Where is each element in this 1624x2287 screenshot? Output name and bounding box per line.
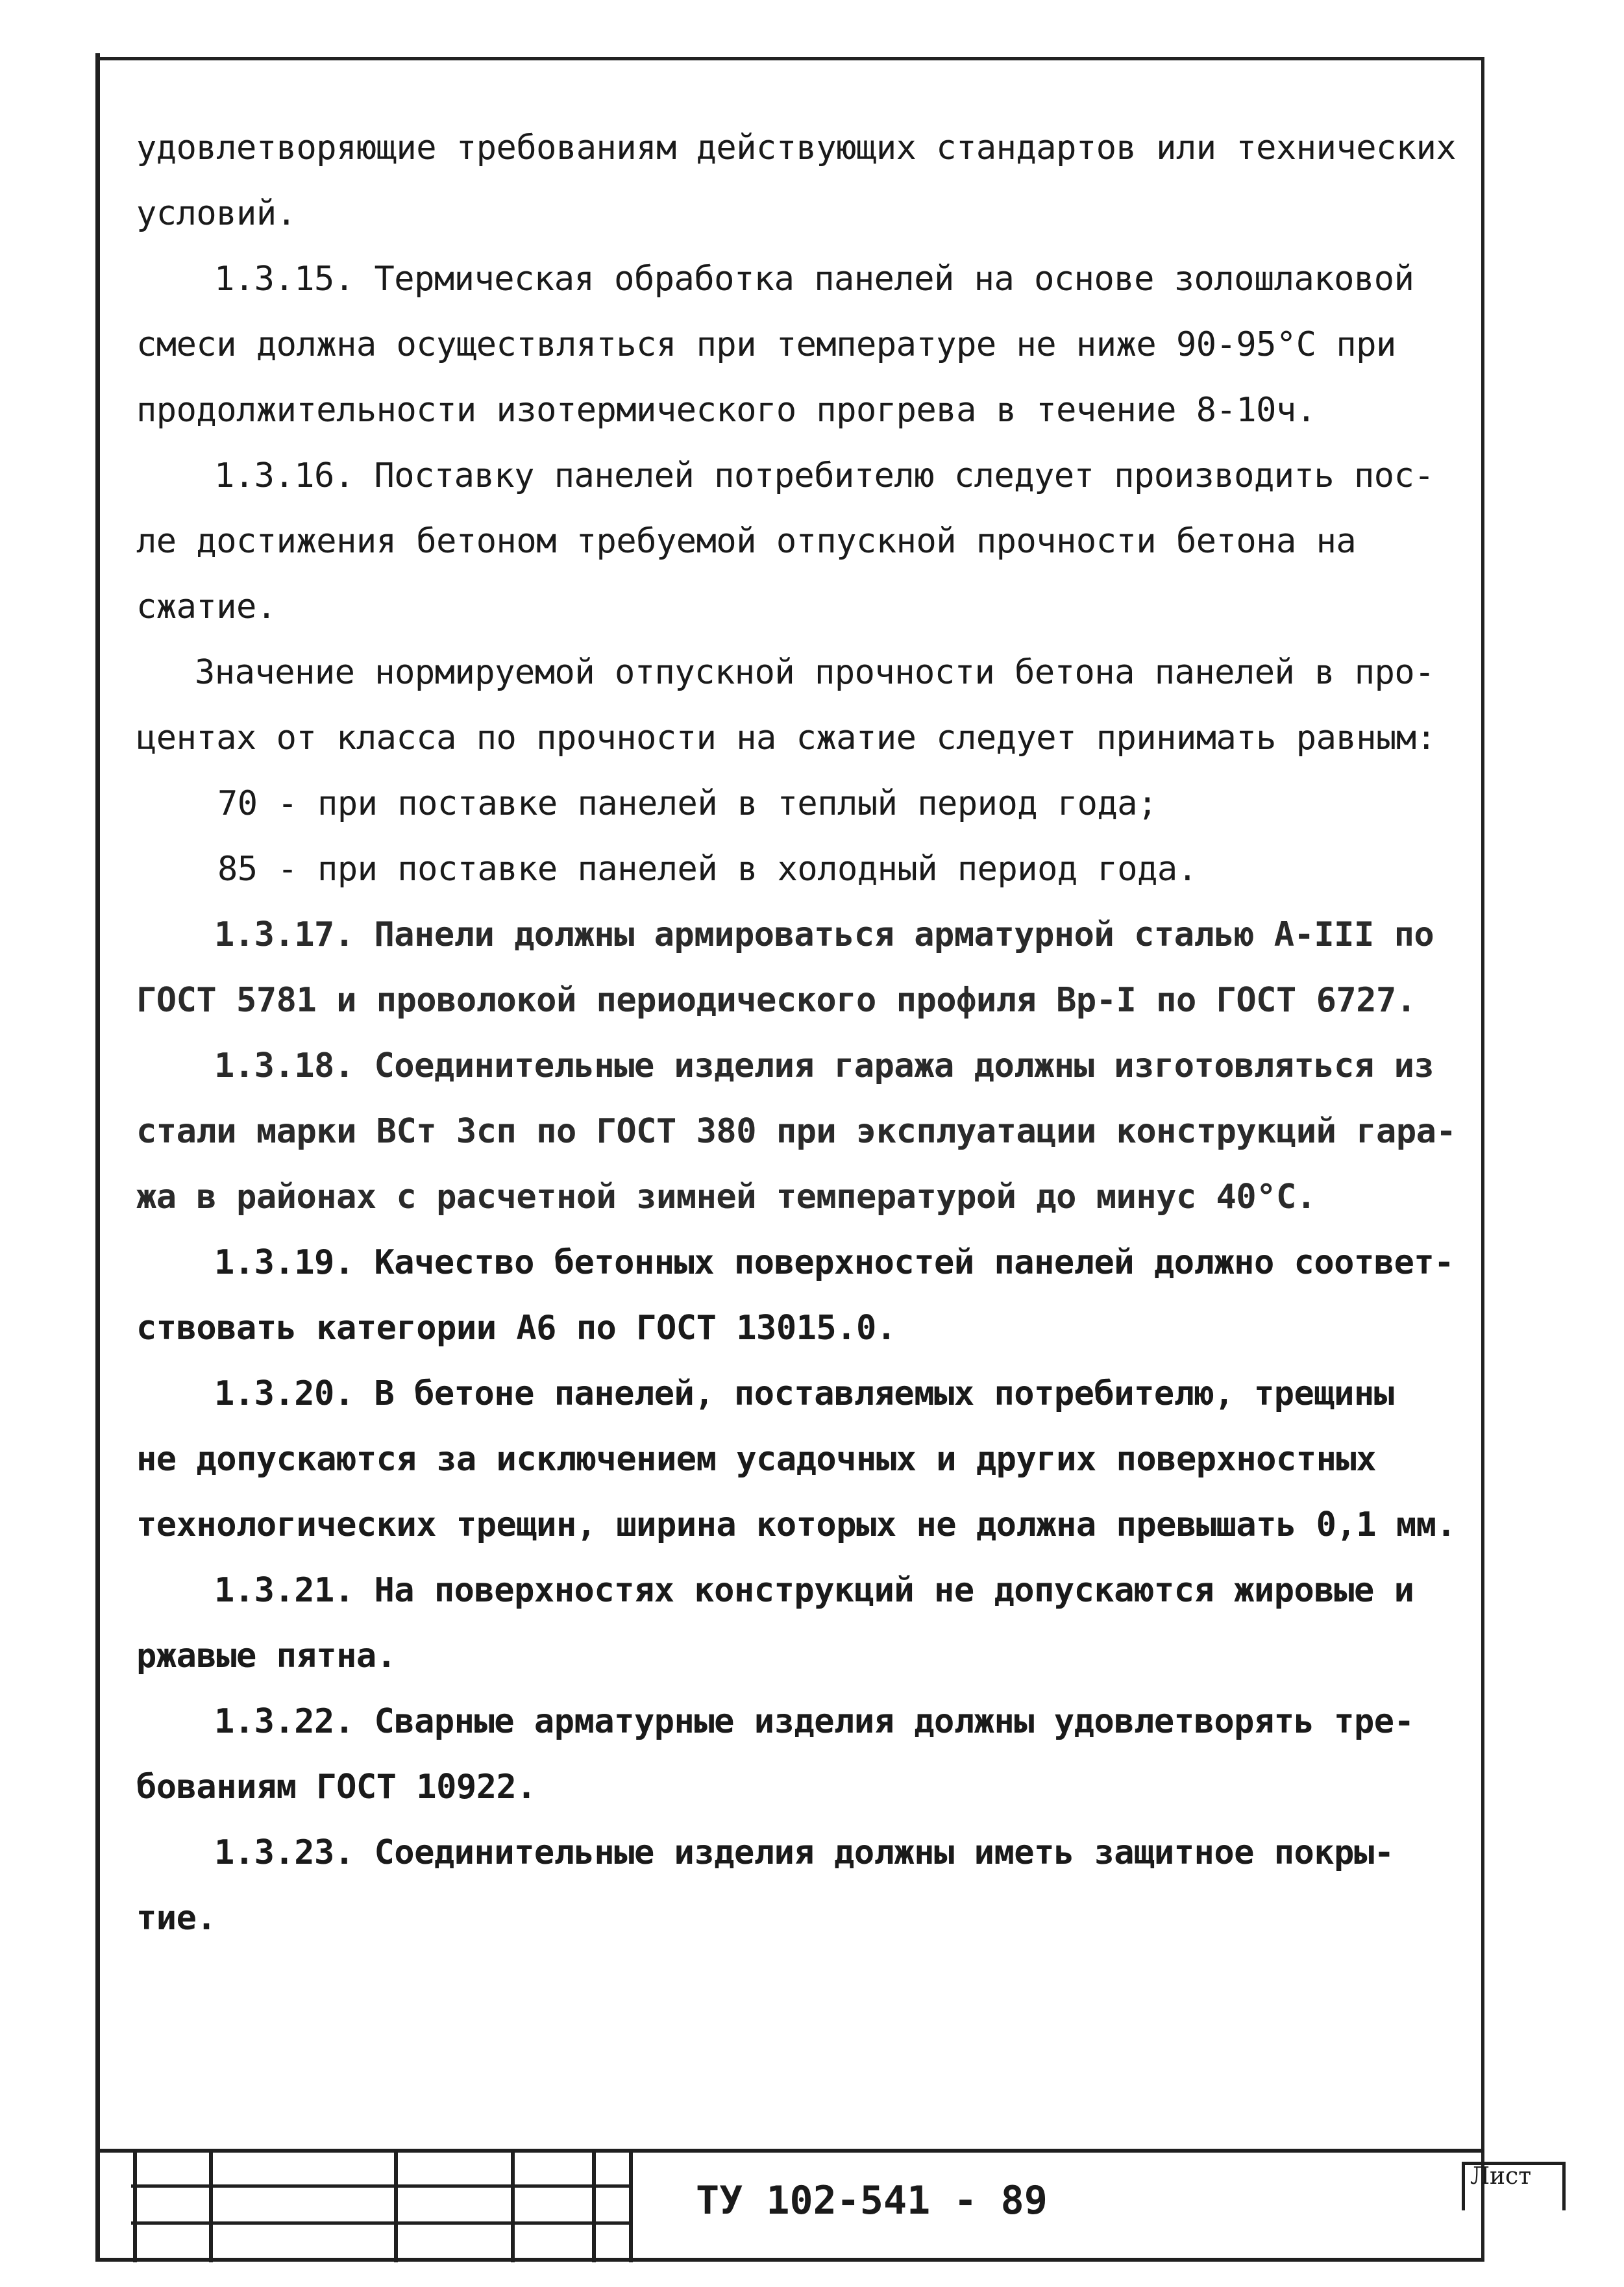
- list-item-cold-period: [136, 837, 1473, 902]
- text-line: технологических трещин, ширина которых не должна превышать 0,1 мм.: [136, 1505, 1457, 1544]
- document-body: [136, 116, 1473, 1951]
- document-code: ТУ 102-541 - 89: [696, 2178, 1048, 2223]
- clause-1-3-17: [136, 902, 1473, 1033]
- frame-top-border: [95, 57, 1484, 60]
- text-line: ле достижения бетоном требуемой отпускной прочности бетона на: [136, 522, 1357, 561]
- stamp-col-6: [629, 2149, 633, 2262]
- stamp-col-2: [209, 2149, 213, 2262]
- text-line: бованиям ГОСТ 10922.: [136, 1768, 537, 1807]
- text-line: ствовать категории А6 по ГОСТ 13015.0.: [136, 1309, 896, 1348]
- text-line: 1.3.15. Термическая обработка панелей на основе золошлаковой: [214, 260, 1414, 299]
- stamp-top-rule: [95, 2149, 1484, 2153]
- stamp-col-4: [511, 2149, 515, 2262]
- stamp-col-3: [394, 2149, 398, 2262]
- stamp-col-1: [133, 2149, 137, 2262]
- clause-1-3-18: [136, 1033, 1473, 1230]
- clause-1-3-15: [136, 247, 1473, 443]
- frame-left-border: [95, 53, 100, 2260]
- text-line: 85 - при поставке панелей в холодный период года.: [217, 850, 1198, 889]
- text-line: продолжительности изотермического прогрева в течение 8-10ч.: [136, 391, 1316, 430]
- clause-1-3-19: [136, 1230, 1473, 1361]
- text-line: 1.3.18. Соединительные изделия гаража должны изготовляться из: [214, 1046, 1434, 1085]
- clause-1-3-16: [136, 443, 1473, 640]
- text-line: 1.3.21. На поверхностях конструкций не допускаются жировые и: [214, 1571, 1414, 1610]
- text-line: ржавые пятна.: [136, 1637, 397, 1675]
- stamp-bottom-rule: [95, 2258, 1484, 2262]
- strength-value-paragraph: [136, 640, 1473, 771]
- text-line: 1.3.19. Качество бетонных поверхностей панелей должно соответ-: [214, 1243, 1455, 1282]
- sheet-label: Лист: [1470, 2163, 1532, 2190]
- text-line: условий.: [136, 194, 297, 233]
- text-line: 1.3.22. Сварные арматурные изделия должны удовлетворять тре-: [214, 1702, 1414, 1741]
- list-item-warm-period: [136, 771, 1473, 837]
- text-line: смеси должна осуществляться при температуре не ниже 90-95°С при: [136, 325, 1396, 364]
- clause-1-3-20: [136, 1361, 1473, 1558]
- text-line: 70 - при поставке панелей в теплый период года;: [217, 784, 1157, 823]
- frame-right-border: [1481, 57, 1484, 2261]
- text-line: Значение нормируемой отпускной прочности бетона панелей в про-: [195, 653, 1435, 692]
- stamp-middle-rule: [131, 2184, 631, 2188]
- text-line: удовлетворяющие требованиям действующих стандартов или технических: [136, 129, 1457, 167]
- text-line: тие.: [136, 1899, 217, 1938]
- text-line: 1.3.16. Поставку панелей потребителю следует производить пос-: [214, 456, 1434, 495]
- text-line: 1.3.23. Соединительные изделия должны иметь защитное покры-: [214, 1833, 1394, 1872]
- title-block-stamp: [95, 2149, 1532, 2262]
- text-line: центах от класса по прочности на сжатие следует принимать равным:: [136, 719, 1436, 758]
- text-line: 1.3.17. Панели должны армироваться арматурной сталью А-III по: [214, 915, 1434, 954]
- clause-1-3-23: [136, 1820, 1473, 1951]
- clause-1-3-22: [136, 1689, 1473, 1820]
- paragraph-continuation: [136, 116, 1473, 247]
- text-line: ГОСТ 5781 и проволокой периодического профиля Вр-I по ГОСТ 6727.: [136, 981, 1416, 1020]
- clause-1-3-21: [136, 1558, 1473, 1689]
- text-line: стали марки ВСт 3сп по ГОСТ 380 при эксплуатации конструкций гара-: [136, 1112, 1457, 1151]
- stamp-lower-rule: [131, 2221, 631, 2225]
- text-line: жа в районах с расчетной зимней температурой до минус 40°С.: [136, 1178, 1316, 1217]
- text-line: сжатие.: [136, 587, 277, 626]
- text-line: не допускаются за исключением усадочных и других поверхностных: [136, 1440, 1377, 1479]
- text-line: 1.3.20. В бетоне панелей, поставляемых потребителю, трещины: [214, 1374, 1394, 1413]
- stamp-col-5: [592, 2149, 596, 2262]
